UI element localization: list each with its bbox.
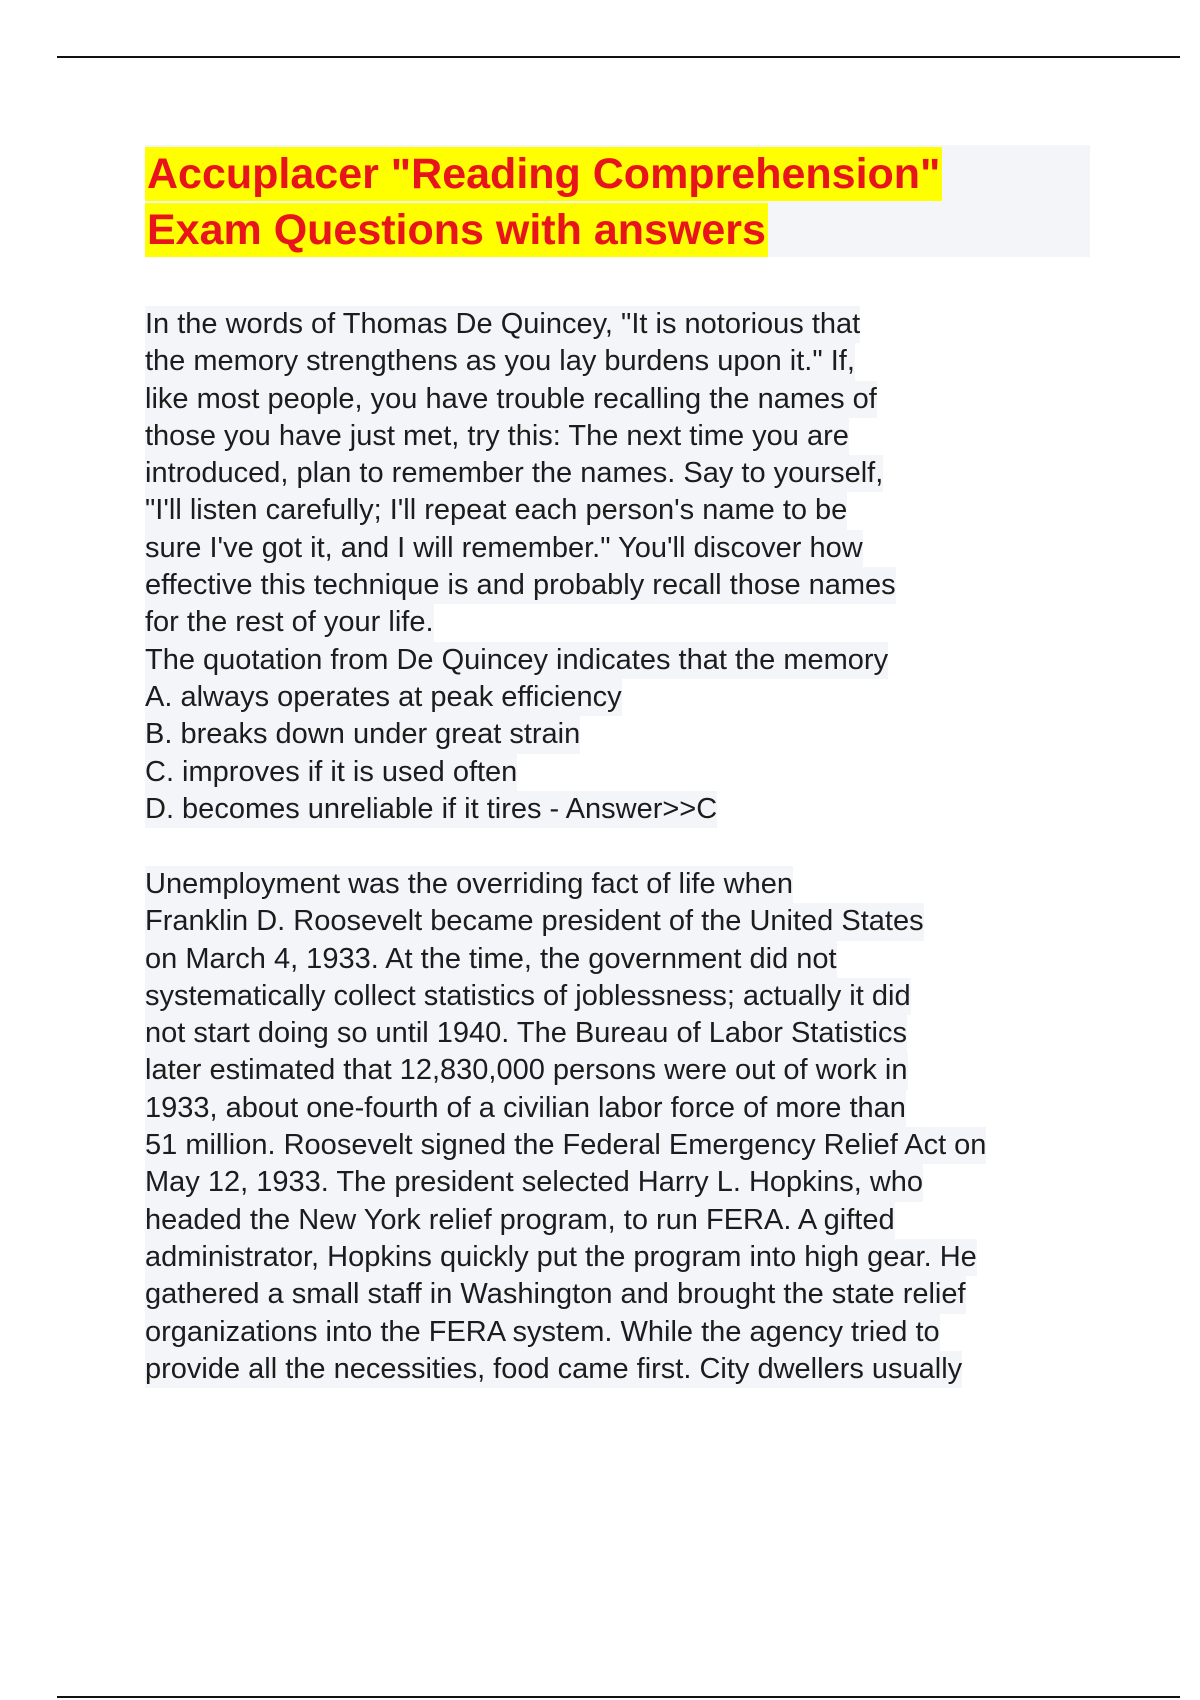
text-line: those you have just met, try this: The next time you are: [145, 418, 849, 455]
text-line: Unemployment was the overriding fact of life when: [145, 866, 793, 903]
answer-option-d: D. becomes unreliable if it tires - Answer>>C: [145, 791, 717, 828]
text-line: gathered a small staff in Washington and brought the state relief: [145, 1276, 966, 1313]
text-line: for the rest of your life.: [145, 604, 434, 641]
text-line: introduced, plan to remember the names. Say to yourself,: [145, 455, 883, 492]
text-line: administrator, Hopkins quickly put the program into high gear. He: [145, 1239, 977, 1276]
answer-option-b: B. breaks down under great strain: [145, 716, 580, 753]
text-line: provide all the necessities, food came first. City dwellers usually: [145, 1351, 962, 1388]
text-line: systematically collect statistics of joblessness; actually it did: [145, 978, 911, 1015]
answer-option-c: C. improves if it is used often: [145, 754, 517, 791]
text-line: effective this technique is and probably recall those names: [145, 567, 896, 604]
question-stem: The quotation from De Quincey indicates that the memory: [145, 642, 888, 679]
text-line: May 12, 1933. The president selected Harry L. Hopkins, who: [145, 1164, 923, 1201]
text-line: 1933, about one-fourth of a civilian labor force of more than: [145, 1090, 906, 1127]
text-line: headed the New York relief program, to run FERA. A gifted: [145, 1202, 895, 1239]
question-1-passage: [145, 306, 896, 828]
text-line: "I'll listen carefully; I'll repeat each person's name to be: [145, 492, 847, 529]
title-line-2: Exam Questions with answers: [145, 203, 768, 257]
text-line: later estimated that 12,830,000 persons were out of work in: [145, 1052, 908, 1089]
text-line: organizations into the FERA system. While the agency tried to: [145, 1314, 940, 1351]
question-2-passage: [145, 866, 986, 1388]
header-rule: [57, 56, 1180, 58]
text-line: sure I've got it, and I will remember." You'll discover how: [145, 530, 863, 567]
document-title: [145, 145, 1090, 257]
title-line-1: Accuplacer "Reading Comprehension": [145, 147, 942, 201]
answer-option-a: A. always operates at peak efficiency: [145, 679, 622, 716]
text-line: In the words of Thomas De Quincey, "It is notorious that: [145, 306, 860, 343]
text-line: Franklin D. Roosevelt became president of the United States: [145, 903, 924, 940]
text-line: like most people, you have trouble recalling the names of: [145, 381, 877, 418]
text-line: not start doing so until 1940. The Bureau of Labor Statistics: [145, 1015, 907, 1052]
footer-rule: [57, 1696, 1180, 1698]
text-line: on March 4, 1933. At the time, the government did not: [145, 941, 837, 978]
text-line: 51 million. Roosevelt signed the Federal Emergency Relief Act on: [145, 1127, 986, 1164]
text-line: the memory strengthens as you lay burdens upon it." If,: [145, 343, 855, 380]
